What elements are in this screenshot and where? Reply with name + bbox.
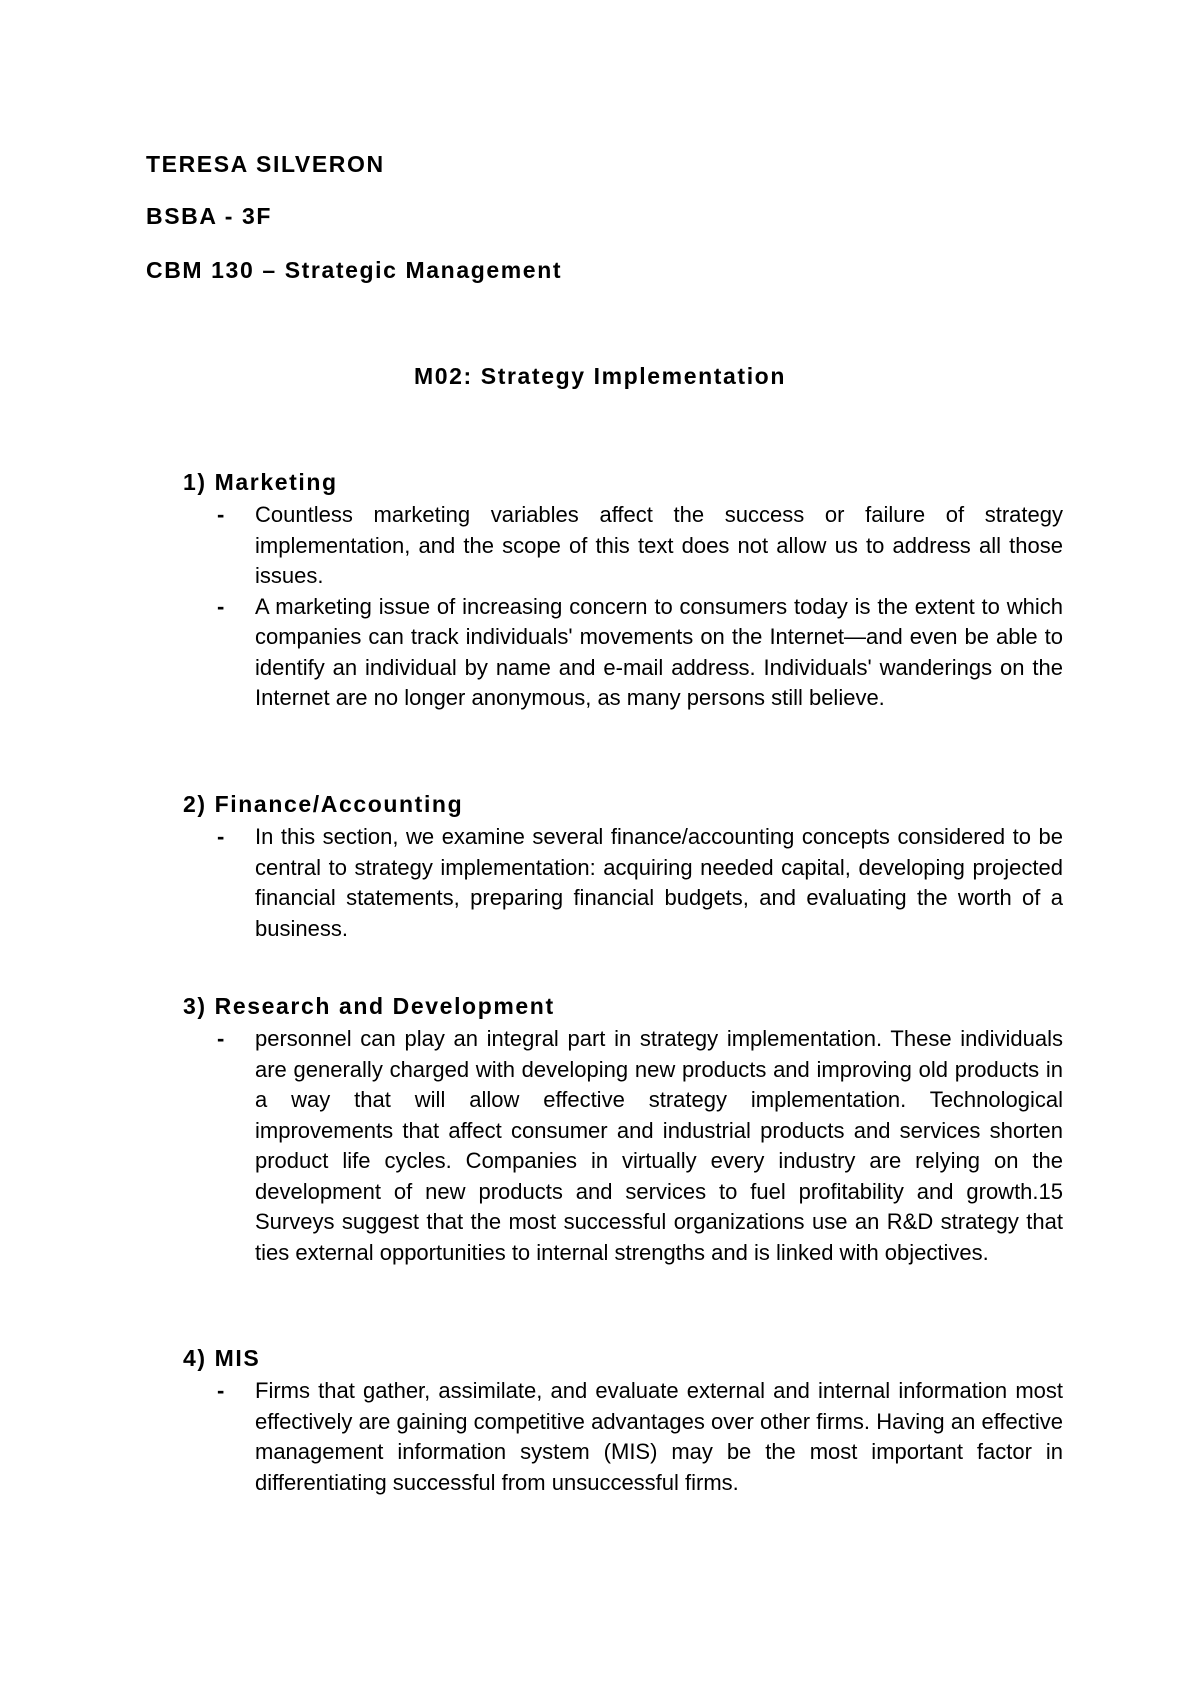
class-section: BSBA - 3F: [146, 203, 272, 229]
bullet-text: personnel can play an integral part in strategy implementation. These individuals are generally charged with developing new products and improving old products in a way that will allow effective strategy implementation. Technological improvements that affect consumer and industrial products and services shorten product life cycles. Companies in virtually every industry are relying on the development of new products and services to fuel profitability and growth.15 Surveys suggest that the most successful organizations use an R&D strategy that ties external opportunities to internal strengths and is linked with objectives.: [255, 1026, 1063, 1265]
dash-bullet-icon: -: [217, 1026, 225, 1051]
bullet-text: In this section, we examine several finance/accounting concepts considered to be central to strategy implementation: acquiring needed capital, developing projected financial statements, preparing financial budgets, and evaluating the worth of a business.: [255, 824, 1063, 941]
list-item: [183, 500, 1063, 592]
section-heading: 2) Finance/Accounting: [183, 791, 464, 817]
course-title: CBM 130 – Strategic Management: [146, 257, 563, 283]
section-finance-accounting: [183, 790, 1063, 944]
bullet-text: Countless marketing variables affect the success or failure of strategy implementation, and the scope of this text does not allow us to address all those issues.: [255, 502, 1063, 588]
section-heading: 4) MIS: [183, 1345, 261, 1371]
author-name: TERESA SILVERON: [146, 151, 385, 177]
bullet-text: A marketing issue of increasing concern to consumers today is the extent to which companies can track individuals' movements on the Internet—and even be able to identify an individual by name and e-mail address. Individuals' wanderings on the Internet are no longer anonymous, as many persons still believe.: [255, 593, 1063, 710]
list-item: [183, 1024, 1063, 1268]
list-item: [183, 592, 1063, 714]
section-heading: 3) Research and Development: [183, 993, 555, 1019]
dash-bullet-icon: -: [217, 593, 225, 619]
dash-bullet-icon: -: [217, 1378, 225, 1403]
bullet-text: Firms that gather, assimilate, and evaluate external and internal information most effectively are gaining competitive advantages over other firms. Having an effective management information system (MIS) may be the most important factor in differentiating successful from unsuccessful firms.: [255, 1378, 1063, 1495]
dash-bullet-icon: -: [217, 502, 225, 527]
section-heading: 1) Marketing: [183, 469, 338, 495]
section-mis: [183, 1344, 1063, 1498]
list-item: [183, 822, 1063, 944]
document-title: M02: Strategy Implementation: [414, 363, 786, 389]
section-marketing: [183, 468, 1063, 714]
section-research-development: [183, 992, 1063, 1268]
dash-bullet-icon: -: [217, 824, 225, 849]
list-item: [183, 1376, 1063, 1498]
